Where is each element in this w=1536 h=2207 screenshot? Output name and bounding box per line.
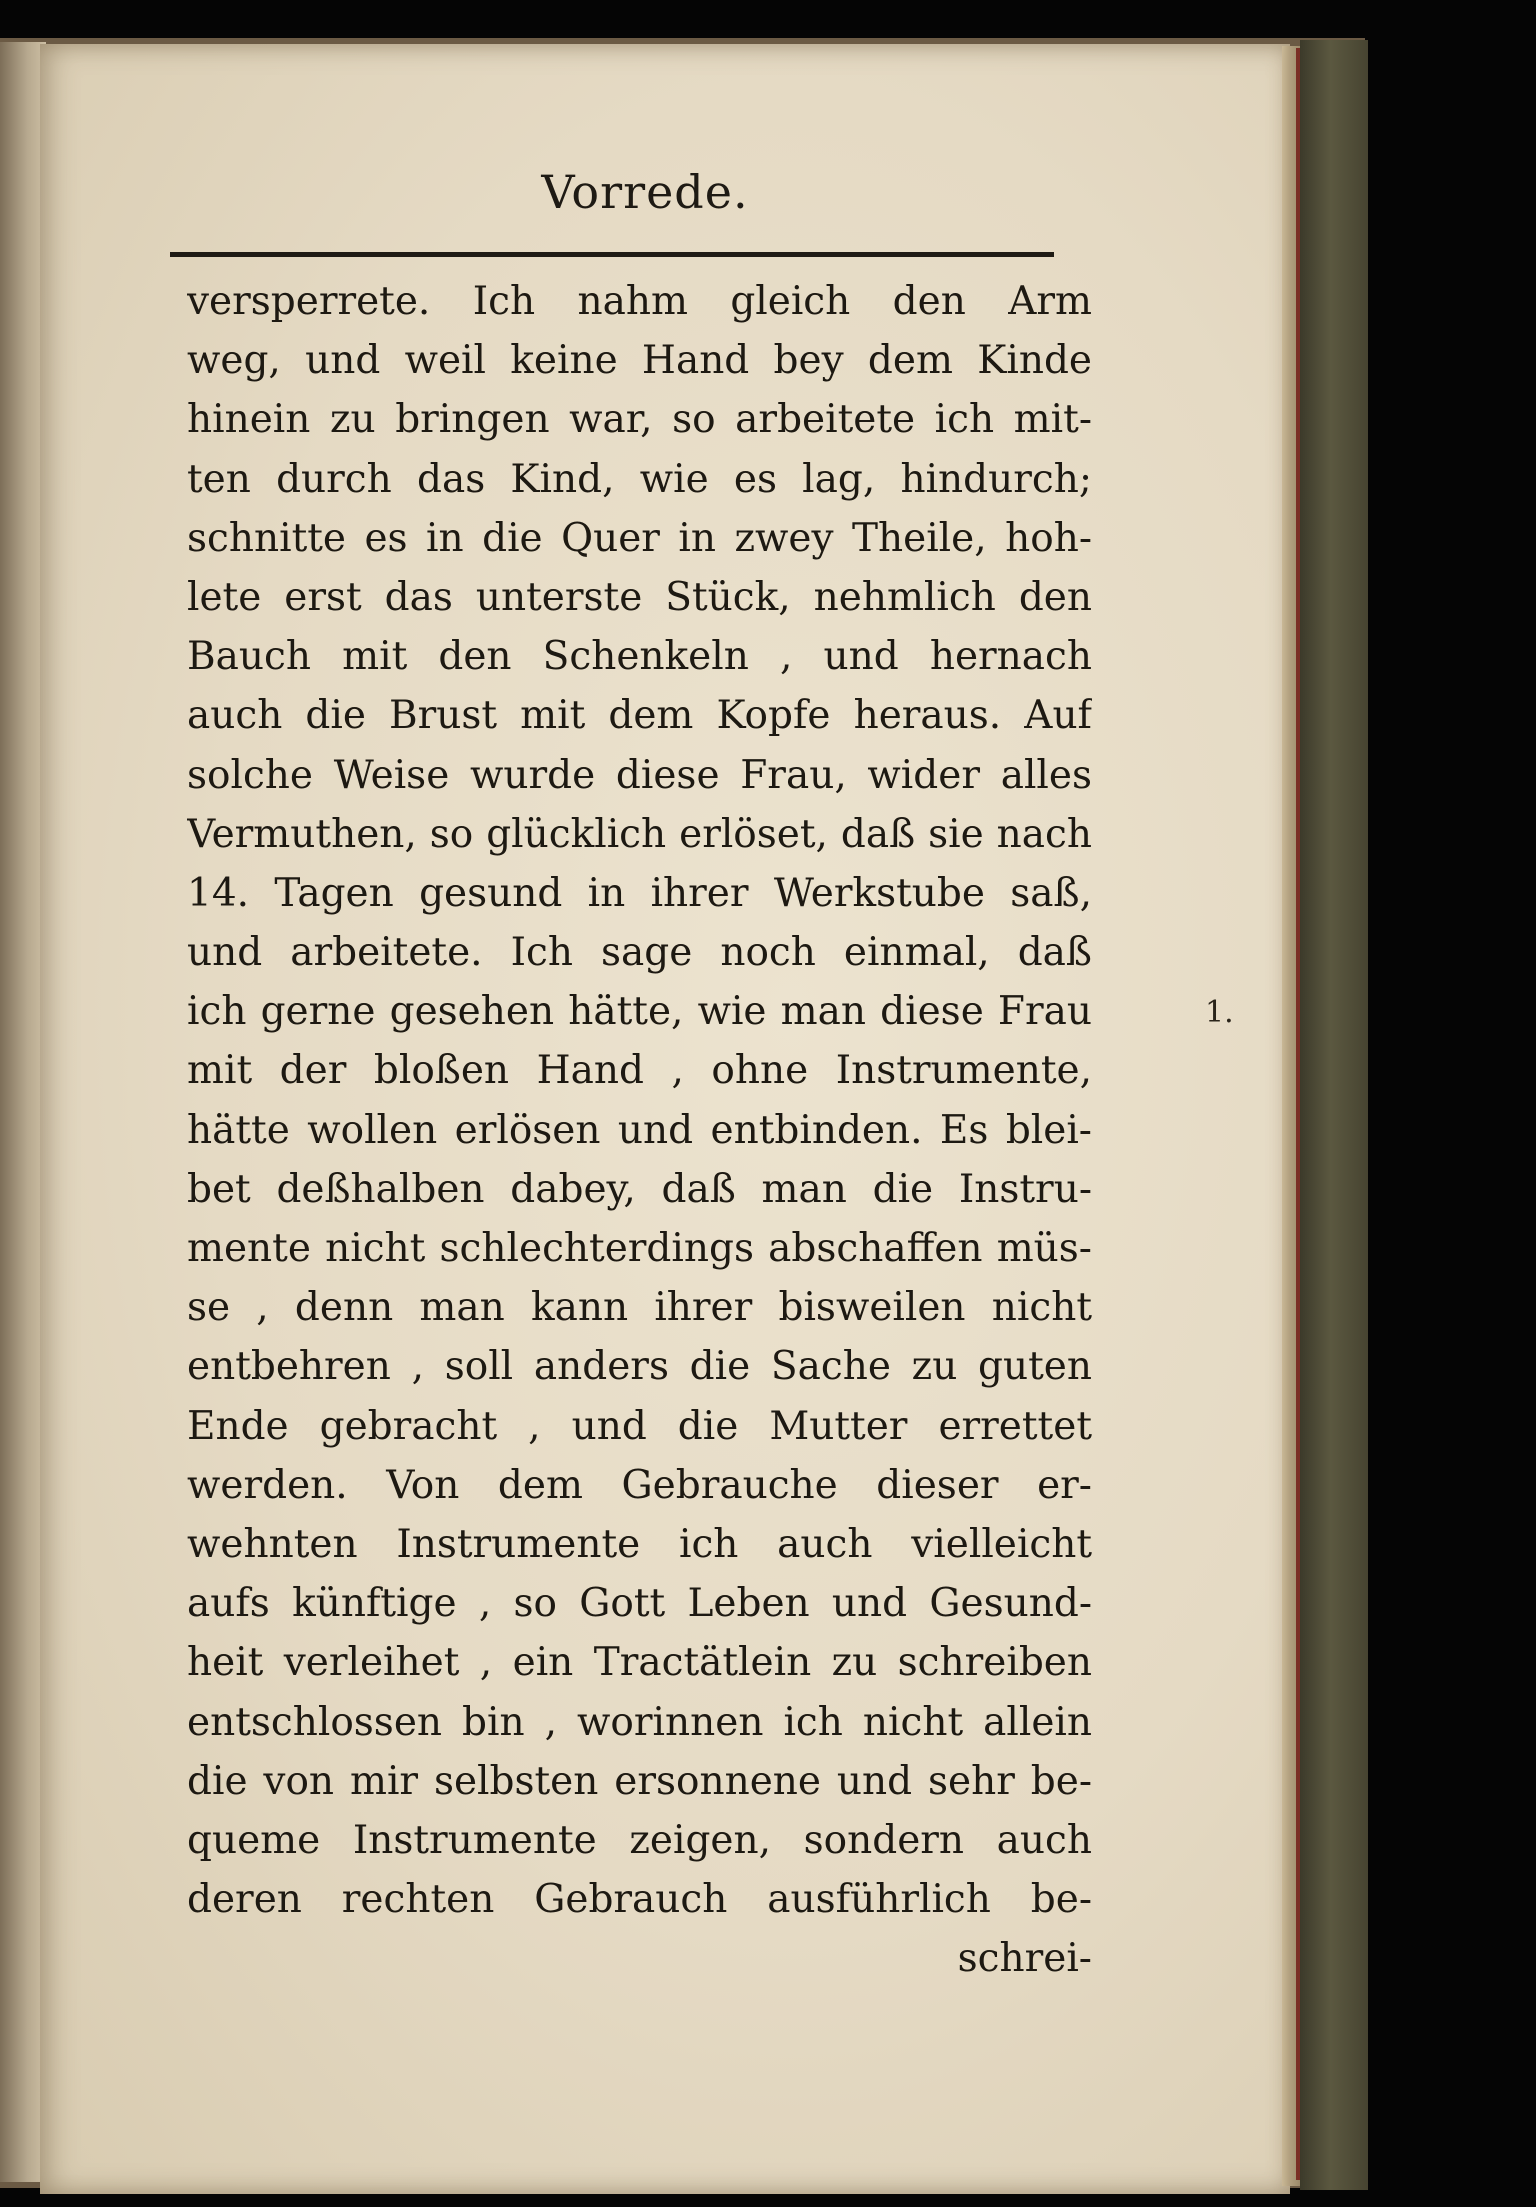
text-line: queme Instrumente zeigen, sondern auch: [187, 1817, 1092, 1863]
running-header: Vorrede.: [541, 165, 749, 219]
text-line: lete erst das unterste Stück, nehmlich den: [187, 574, 1092, 620]
text-line: entschlossen bin , worinnen ich nicht allein: [187, 1699, 1092, 1745]
text-line: weg, und weil keine Hand bey dem Kinde: [187, 338, 1092, 384]
text-line: heit verleihet , ein Tractätlein zu schreiben: [187, 1640, 1092, 1686]
catchword: schrei-: [957, 1936, 1092, 1982]
text-line: Vermuthen, so glücklich erlöset, daß sie nach: [187, 811, 1092, 857]
book-cover: [1300, 40, 1368, 2190]
text-line: mit der bloßen Hand , ohne Instrumente,: [187, 1048, 1092, 1094]
text-line: schnitte es in die Quer in zwey Theile, hoh-: [187, 515, 1092, 561]
text-line: wehnten Instrumente ich auch vielleicht: [187, 1521, 1092, 1567]
text-line: werden. Von dem Gebrauche dieser er-: [187, 1462, 1092, 1508]
text-line: auch die Brust mit dem Kopfe heraus. Auf: [187, 693, 1092, 739]
header-rule: [170, 252, 1054, 257]
text-line: aufs künftige , so Gott Leben und Gesund-: [187, 1581, 1092, 1627]
text-line: versperrete. Ich nahm gleich den Arm: [187, 279, 1092, 324]
text-line: entbehren , soll anders die Sache zu guten: [187, 1344, 1092, 1390]
text-line: deren rechten Gebrauch ausführlich be-: [187, 1877, 1092, 1923]
text-line: hätte wollen erlösen und entbinden. Es blei-: [187, 1107, 1092, 1153]
text-line: 14. Tagen gesund in ihrer Werkstube saß,: [187, 870, 1092, 916]
text-line: ten durch das Kind, wie es lag, hindurch;: [187, 456, 1092, 502]
text-line: bet deßhalben dabey, daß man die Instru-: [187, 1166, 1092, 1212]
body-text: [187, 272, 1092, 1988]
margin-mark: 1.: [1205, 995, 1234, 1030]
text-line: Ende gebracht , und die Mutter errettet: [187, 1403, 1092, 1449]
text-line: hinein zu bringen war, so arbeitete ich mit-: [187, 397, 1092, 443]
text-line: die von mir selbsten ersonnene und sehr be-: [187, 1758, 1092, 1804]
text-line: mente nicht schlechterdings abschaffen müs-: [187, 1226, 1092, 1271]
text-line: se , denn man kann ihrer bisweilen nicht: [187, 1285, 1092, 1331]
text-line: Bauch mit den Schenkeln , und hernach: [187, 634, 1092, 680]
text-line: solche Weise wurde diese Frau, wider alles: [187, 752, 1092, 798]
text-line: ich gerne gesehen hätte, wie man diese Frau: [187, 989, 1092, 1035]
text-line: und arbeitete. Ich sage noch einmal, daß: [187, 930, 1092, 976]
